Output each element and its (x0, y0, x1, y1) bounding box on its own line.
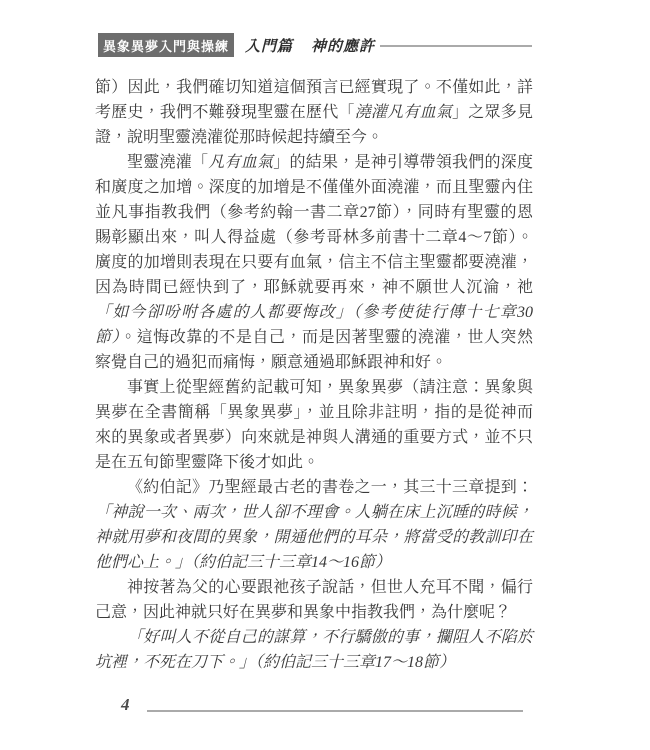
page-footer (95, 695, 533, 717)
paragraph (95, 575, 533, 625)
chapter-title: 神的應許 (311, 38, 376, 55)
body-run: 」的結果，是神引導帶領我們的深度和廣度之加增。深度的加增是不僅僅外面澆灌，而且聖靈內住並凡事指教我們（參考約翰一書二章27節），同時有聖靈的恩賜彰顯出來，叫人得益處（參考哥林多前書十二章4～7節）。廣度的加增則表現在只要有血氣，信主不信主聖靈都要澆灌，因為時間已經快到了，耶穌就要再來，神不願世人沉淪，祂 (95, 154, 533, 296)
page-number: 4 (121, 695, 130, 714)
body-run: 《約伯記》乃聖經最古老的書卷之一，其三十三章提到： (127, 479, 533, 496)
scripture-quote-text: 「如今卻吩咐各處的人都要悔改」（參考使徒行傳十七章30節） (95, 304, 533, 346)
header-rule (380, 45, 532, 47)
scripture-quote-text: 「神說一次、兩次，世人卻不理會。人躺在床上沉睡的時候，神就用夢和夜間的異象，開通他們的耳朵，將當受的教訓印在他們心上。」（約伯記三十三章14～16節） (95, 504, 533, 571)
scripture-quote-text: 澆灌凡有血氣 (354, 104, 453, 121)
book-title-banner (98, 33, 234, 57)
paragraph (95, 625, 533, 675)
body-run: 聖靈澆灌「 (127, 154, 209, 171)
page-header (98, 33, 532, 57)
section-label: 入門篇 (245, 38, 294, 55)
scripture-quote-text: 凡有血氣 (208, 154, 274, 171)
body-run: 事實上從聖經舊約記載可知，異象異夢（請注意：異象與異夢在全書簡稱「異象異夢」，並且除非註明，指的是從神而來的異象或者異夢）向來就是神與人溝通的重要方式，並不只是在五旬節聖靈降下後才如此。 (95, 379, 533, 471)
scripture-quote-text: 「好叫人不從自己的謀算，不行驕傲的事，攔阻人不陷於坑裡，不死在刀下。」（約伯記三十三章17～18節） (95, 629, 533, 671)
book-title: 異象異夢入門與操練 (102, 38, 229, 54)
body-run: 」之眾多見證，說明聖靈澆灌從那時候起持續至今。 (95, 104, 533, 146)
paragraph (95, 75, 533, 150)
paragraph (95, 475, 533, 575)
body-run: 節）因此，我們確切知道這個預言已經實現了。不僅如此，詳考歷史，我們不難發現聖靈在歷代「 (95, 79, 533, 121)
body-paragraphs (95, 75, 533, 675)
body-run: 神按著為父的心要跟祂孩子說話，但世人充耳不聞，偏行己意，因此神就只好在異夢和異象中指教我們，為什麼呢？ (95, 579, 533, 621)
body-run: 。這悔改靠的不是自己，而是因著聖靈的澆灌，世人突然察覺自己的過犯而痛悔，願意通過耶穌跟神和好。 (95, 329, 533, 371)
footer-rule (147, 710, 523, 712)
paragraph (95, 375, 533, 475)
paragraph (95, 150, 533, 375)
